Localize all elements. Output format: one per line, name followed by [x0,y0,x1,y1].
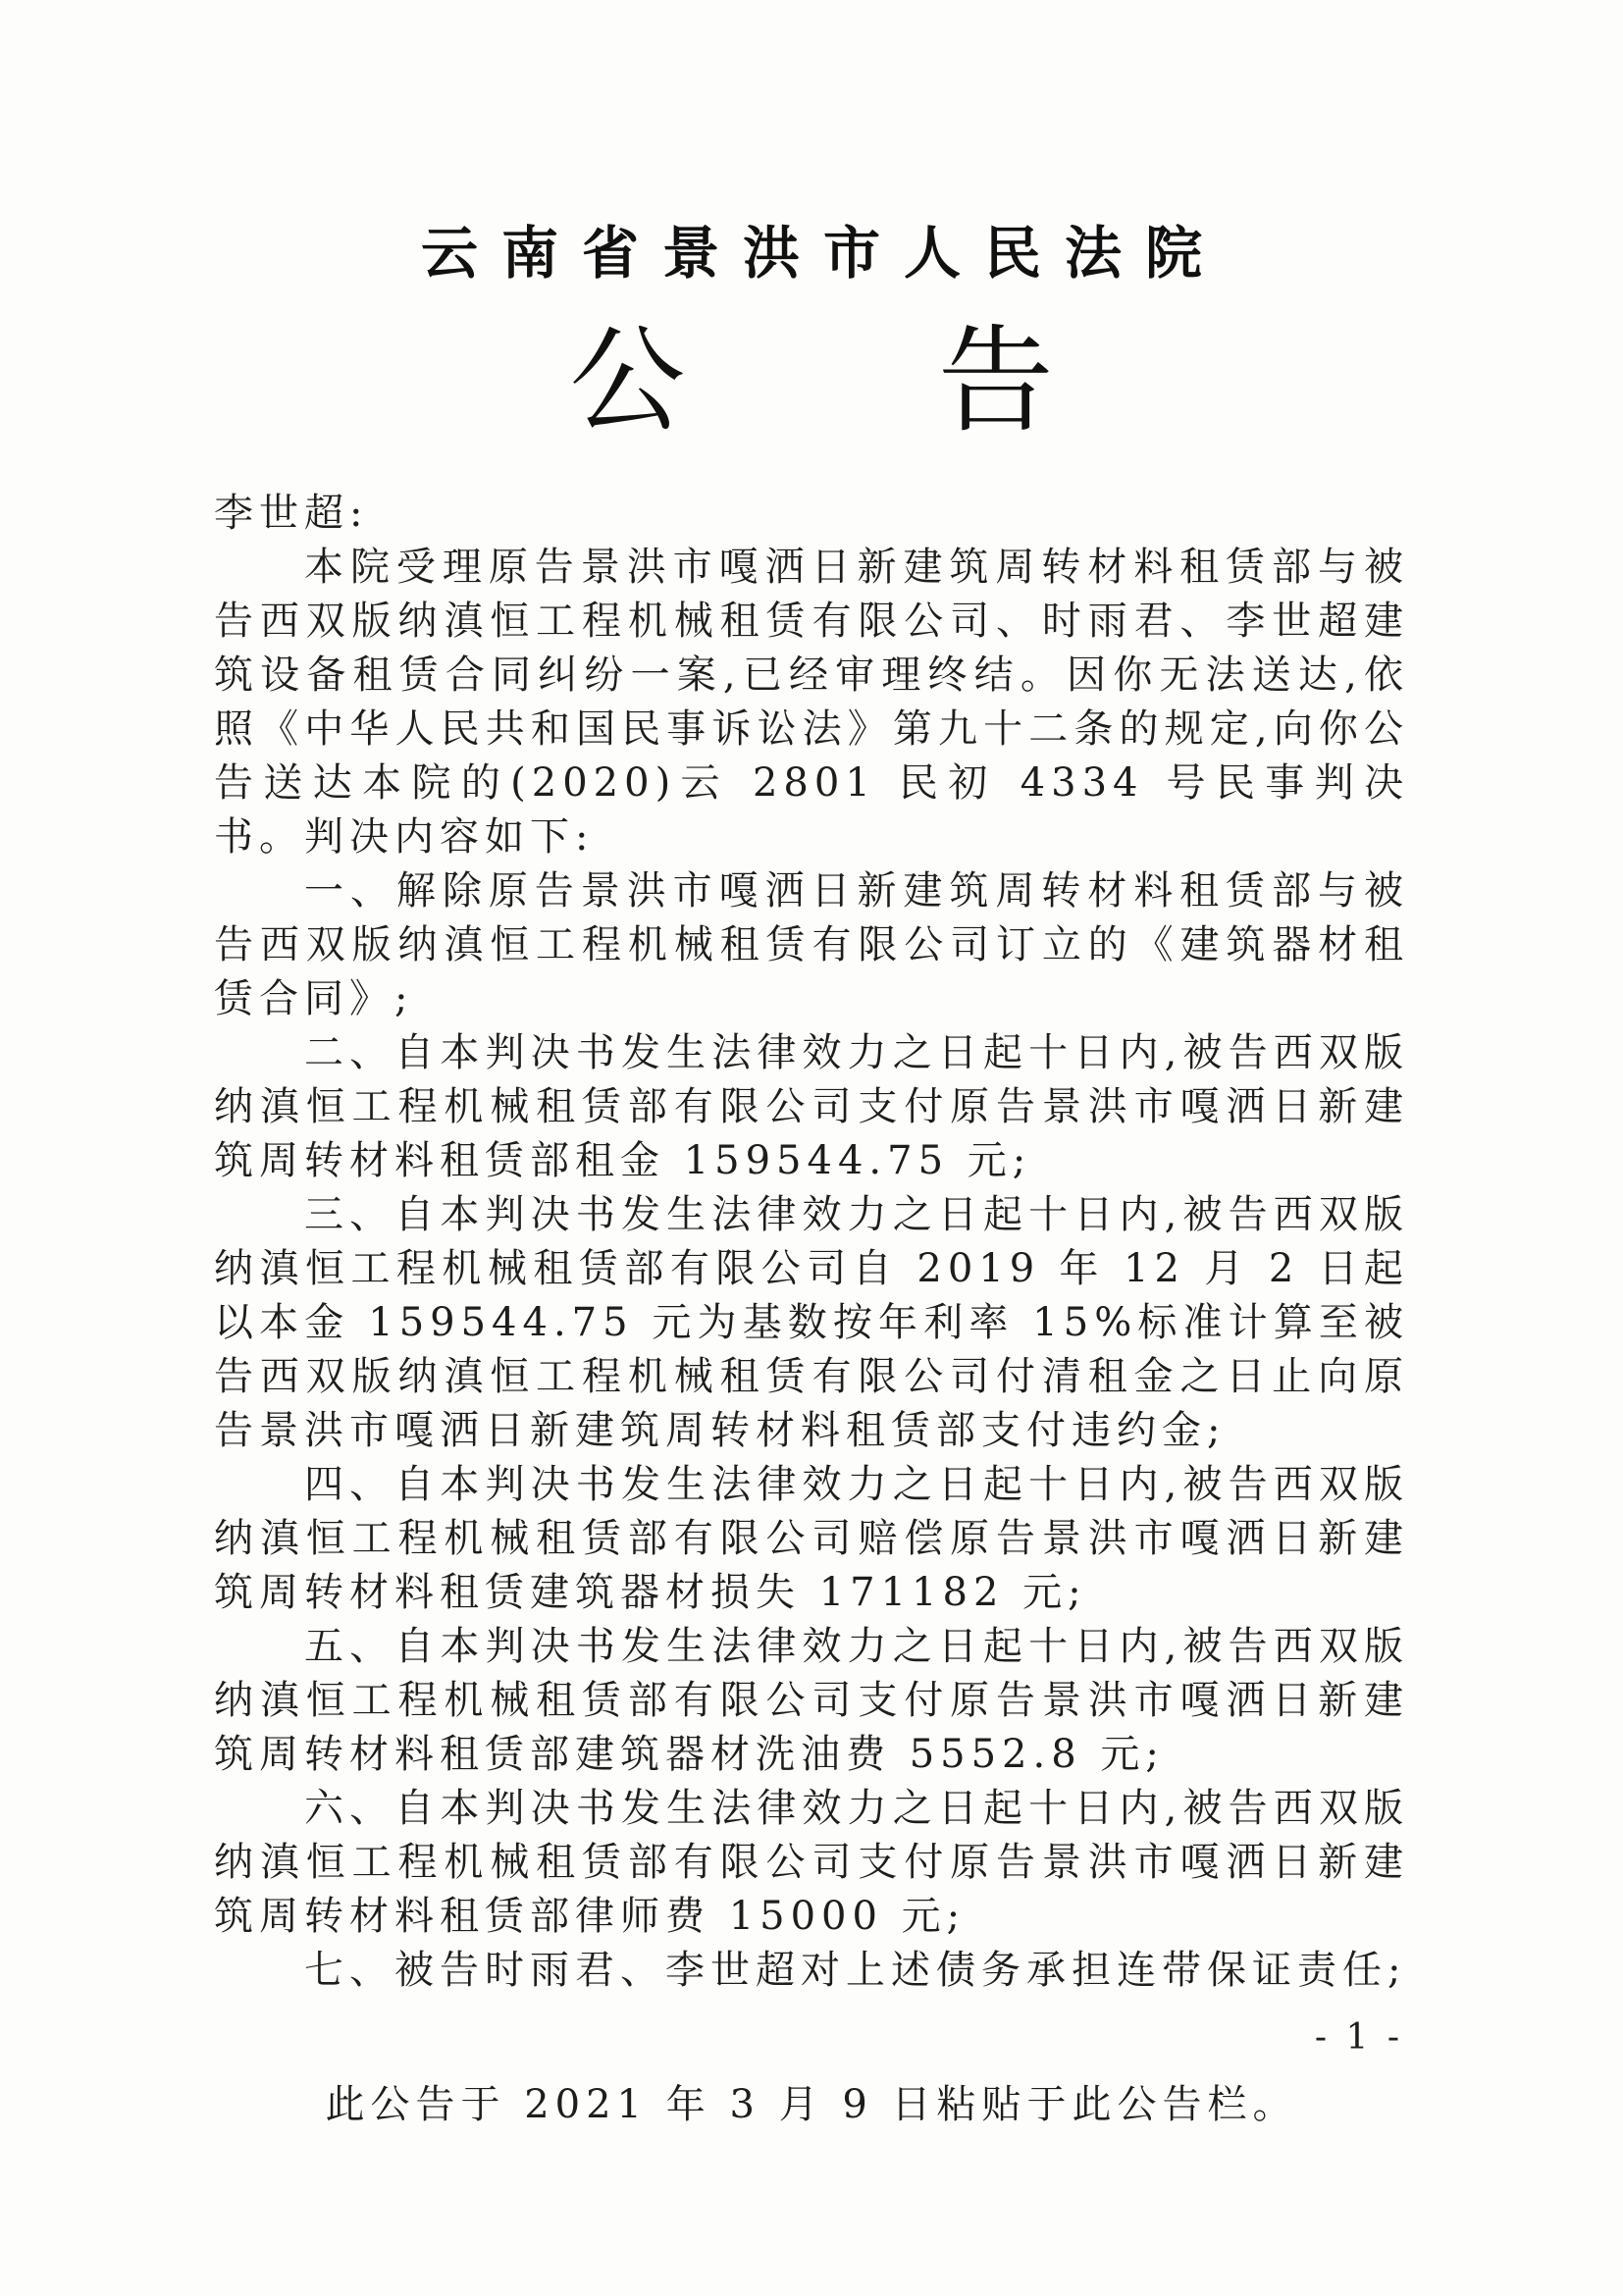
judgment-item-5: 五、自本判决书发生法律效力之日起十日内,被告西双版纳滇恒工程机械租赁部有限公司支付原告景洪市嘎洒日新建筑周转材料租赁部建筑器材洗油费 5552.8 元; [214,1624,1409,1777]
document-title: 公 告 [569,313,1162,448]
posting-note: 此公告于 2021 年 3 月 9 日粘贴于此公告栏。 [325,2082,1298,2127]
intro-paragraph: 本院受理原告景洪市嘎洒日新建筑周转材料租赁部与被告西双版纳滇恒工程机械租赁有限公司、时雨君、李世超建筑设备租赁合同纠纷一案,已经审理终结。因你无法送达,依照《中华人民共和国民事诉讼法》第九十二条的规定,向你公告送达本院的(2020)云 2801 民初 4334 号民事判决书。判决内容如下: [214,545,1409,860]
judgment-item-1: 一、解除原告景洪市嘎洒日新建筑周转材料租赁部与被告西双版纳滇恒工程机械租赁有限公司订立的《建筑器材租赁合同》; [214,868,1409,1021]
judgment-item-4: 四、自本判决书发生法律效力之日起十日内,被告西双版纳滇恒工程机械租赁部有限公司赔偿原告景洪市嘎洒日新建筑周转材料租赁建筑器材损失 171182 元; [214,1462,1409,1615]
page-number: - 1 - [1314,2017,1403,2058]
judgment-item-2: 二、自本判决书发生法律效力之日起十日内,被告西双版纳滇恒工程机械租赁部有限公司支付原告景洪市嘎洒日新建筑周转材料租赁部租金 159544.75 元; [214,1030,1409,1183]
addressee: 李世超: [214,491,369,536]
judgment-item-6: 六、自本判决书发生法律效力之日起十日内,被告西双版纳滇恒工程机械租赁部有限公司支付原告景洪市嘎洒日新建筑周转材料租赁部律师费 15000 元; [214,1786,1409,1939]
court-name-heading: 云南省景洪市人民法院 [420,220,1226,287]
notice-body [214,487,1409,1998]
judgment-item-3: 三、自本判决书发生法律效力之日起十日内,被告西双版纳滇恒工程机械租赁部有限公司自 2019 年 12 月 2 日起以本金 159544.75 元为基数按年利率 15%标准计算至被告西双版纳滇恒工程机械租赁有限公司付清租金之日止向原告景洪市嘎洒日新建筑周转材料租赁部支付违约金; [214,1192,1409,1453]
judgment-item-7: 七、被告时雨君、李世超对上述债务承担连带保证责任; [304,1948,1407,1993]
